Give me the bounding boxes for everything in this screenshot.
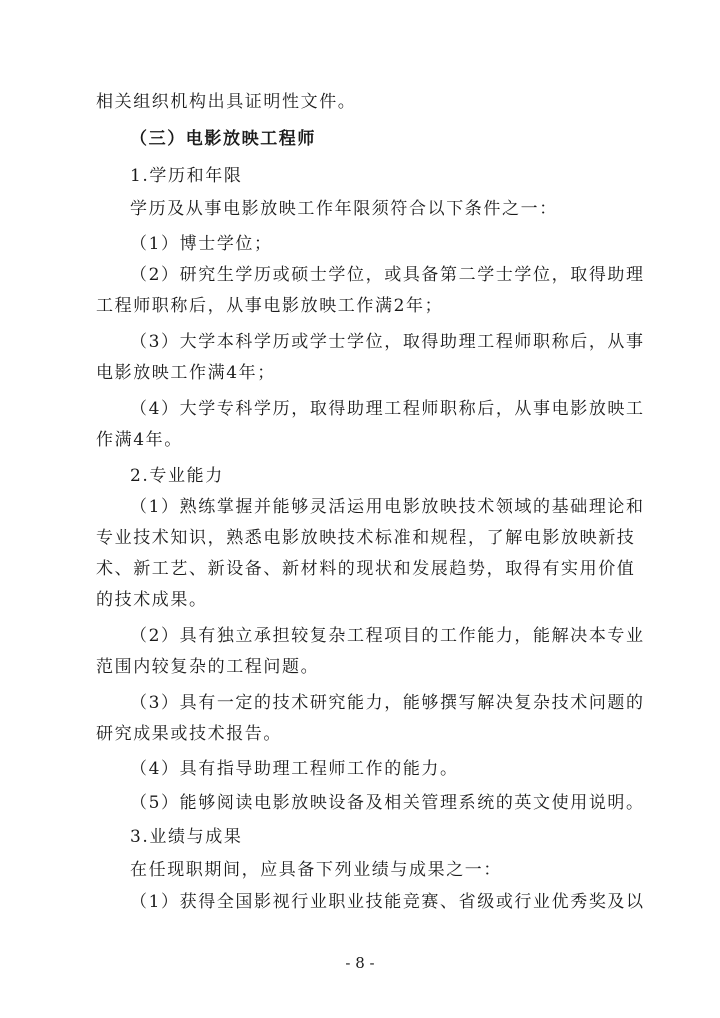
list-item: （4）大学专科学历，取得助理工程师职称后，从事电影放映工 — [130, 399, 645, 419]
section-heading: （三）电影放映工程师 — [130, 129, 316, 149]
text-line: 术、新工艺、新设备、新材料的现状和发展趋势，取得有实用价值 — [96, 559, 636, 579]
list-item: （3）具有一定的技术研究能力，能够撰写解决复杂技术问题的 — [130, 693, 645, 713]
text-line: 工程师职称后，从事电影放映工作满2年； — [96, 296, 444, 316]
subsection-heading: 3.业绩与成果 — [130, 827, 243, 847]
list-item: （2）具有独立承担较复杂工程项目的工作能力，能解决本专业 — [130, 626, 645, 646]
text-line: 学历及从事电影放映工作年限须符合以下条件之一： — [130, 199, 558, 219]
text-line: 作满4年。 — [96, 430, 183, 450]
list-item: （5）能够阅读电影放映设备及相关管理系统的英文使用说明。 — [130, 793, 645, 813]
list-item: （1）获得全国影视行业职业技能竞赛、省级或行业优秀奖及以 — [130, 892, 645, 912]
text-line: 范围内较复杂的工程问题。 — [96, 657, 320, 677]
list-item: （2）研究生学历或硕士学位，或具备第二学士学位，取得助理 — [130, 265, 645, 285]
text-line: 研究成果或技术报告。 — [96, 724, 282, 744]
subsection-heading: 1.学历和年限 — [130, 166, 243, 186]
list-item: （4）具有指导助理工程师工作的能力。 — [130, 759, 459, 779]
text-line: 的技术成果。 — [96, 590, 208, 610]
list-item: （1）熟练掌握并能够灵活运用电影放映技术领域的基础理论和 — [130, 497, 645, 517]
list-item: （3）大学本科学历或学士学位，取得助理工程师职称后，从事 — [130, 332, 645, 352]
text-line: 相关组织机构出具证明性文件。 — [96, 92, 357, 112]
subsection-heading: 2.专业能力 — [130, 466, 224, 486]
list-item: （1）博士学位； — [130, 234, 273, 254]
text-line: 在任现职期间，应具备下列业绩与成果之一： — [130, 860, 502, 880]
text-line: 专业技术知识，熟悉电影放映技术标准和规程，了解电影放映新技 — [96, 528, 636, 548]
page-number: - 8 - — [345, 954, 375, 972]
text-line: 电影放映工作满4年； — [96, 363, 276, 383]
